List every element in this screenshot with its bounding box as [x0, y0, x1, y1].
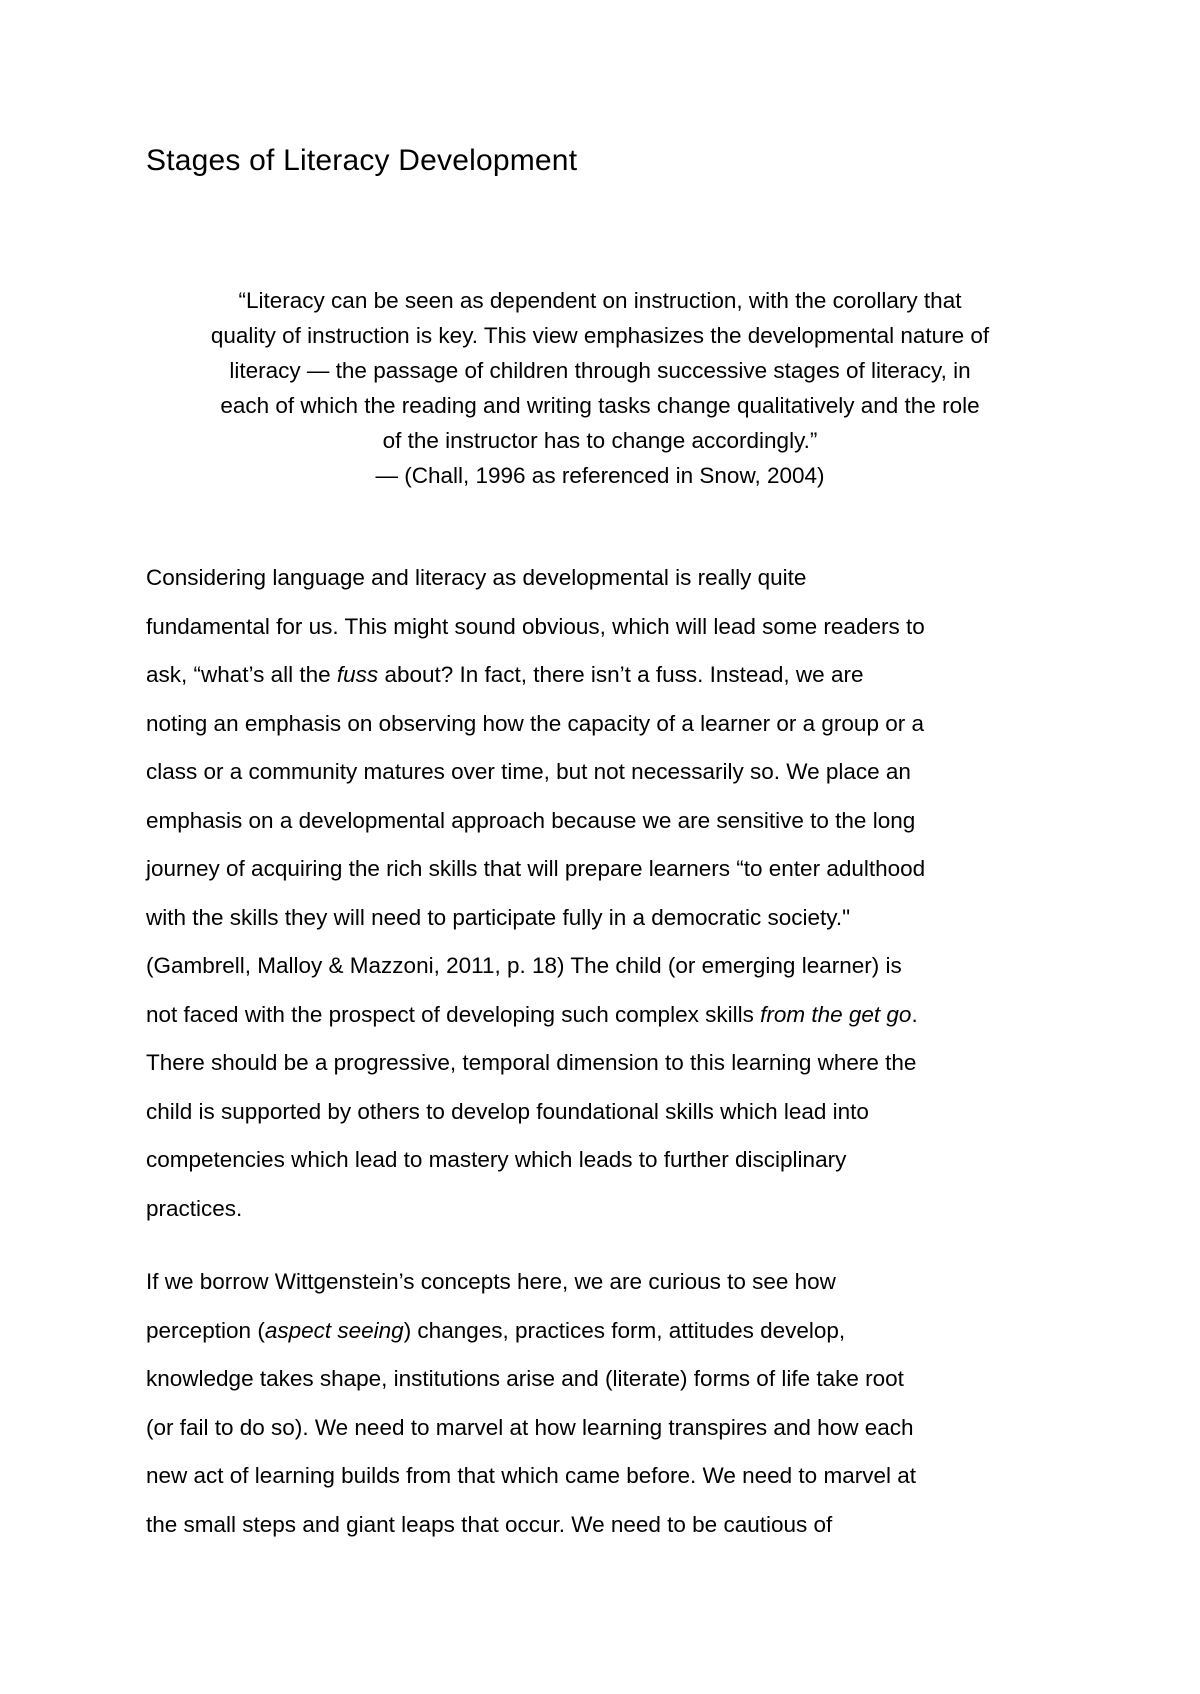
quote-line: of the instructor has to change accordingly.”	[382, 428, 818, 453]
paragraph-line: with the skills they will need to participate fully in a democratic society."	[146, 904, 851, 930]
paragraph-line: If we borrow Wittgenstein’s concepts here, we are curious to see how	[146, 1269, 836, 1294]
paragraph-line: (Gambrell, Malloy & Mazzoni, 2011, p. 18) The child (or emerging learner) is	[146, 953, 902, 978]
paragraph-line: child is supported by others to develop foundational skills which lead into	[146, 1098, 869, 1124]
paragraph-line: noting an emphasis on observing how the capacity of a learner or a group or a	[146, 710, 924, 736]
epigraph-quote	[146, 283, 1054, 493]
line-text: .	[911, 1001, 918, 1027]
paragraph-line	[146, 651, 925, 700]
paragraph-line: class or a community matures over time, but not necessarily so. We place an	[146, 759, 911, 784]
paragraph-line: the small steps and giant leaps that occur. We need to be cautious of	[146, 1511, 833, 1537]
italic-term: aspect seeing	[264, 1317, 404, 1343]
paragraph-line: fundamental for us. This might sound obvious, which will lead some readers to	[146, 613, 925, 639]
quote-line: each of which the reading and writing tasks change qualitatively and the role	[220, 393, 980, 418]
paragraph-line: journey of acquiring the rich skills that will prepare learners “to enter adulthood	[146, 856, 926, 881]
line-text: not faced with the prospect of developing such complex skills	[146, 1001, 761, 1027]
italic-term: from the get go	[760, 1001, 912, 1027]
line-text: perception (	[146, 1317, 265, 1343]
paragraph-line: competencies which lead to mastery which leads to further disciplinary	[146, 1147, 847, 1172]
paragraph-line: knowledge takes shape, institutions arise and (literate) forms of life take root	[146, 1366, 904, 1391]
paragraph-line	[146, 1307, 916, 1356]
paragraph-line: emphasis on a developmental approach because we are sensitive to the long	[146, 807, 916, 833]
quote-line: “Literacy can be seen as dependent on instruction, with the corollary that	[238, 288, 962, 313]
italic-term: fuss	[336, 662, 379, 687]
paragraph-line	[146, 991, 925, 1040]
quote-line: literacy — the passage of children through successive stages of literacy, in	[229, 358, 971, 383]
line-text: about? In fact, there isn’t a fuss. Instead, we are	[378, 662, 864, 687]
body-paragraph-1	[146, 554, 925, 1233]
paragraph-line: (or fail to do so). We need to marvel at how learning transpires and how each	[146, 1414, 914, 1440]
quote-line: quality of instruction is key. This view emphasizes the developmental nature of	[210, 323, 990, 348]
body-paragraph-2	[146, 1258, 916, 1549]
line-text: ask, “what’s all the	[146, 662, 337, 687]
line-text: ) changes, practices form, attitudes develop,	[403, 1317, 846, 1343]
paragraph-line: There should be a progressive, temporal dimension to this learning where the	[146, 1050, 917, 1075]
paragraph-line: Considering language and literacy as developmental is really quite	[146, 565, 807, 590]
page-title: Stages of Literacy Development	[146, 144, 578, 177]
quote-citation: — (Chall, 1996 as referenced in Snow, 2004)	[375, 463, 825, 488]
paragraph-line: new act of learning builds from that which came before. We need to marvel at	[146, 1463, 916, 1488]
paragraph-line: practices.	[146, 1195, 243, 1221]
